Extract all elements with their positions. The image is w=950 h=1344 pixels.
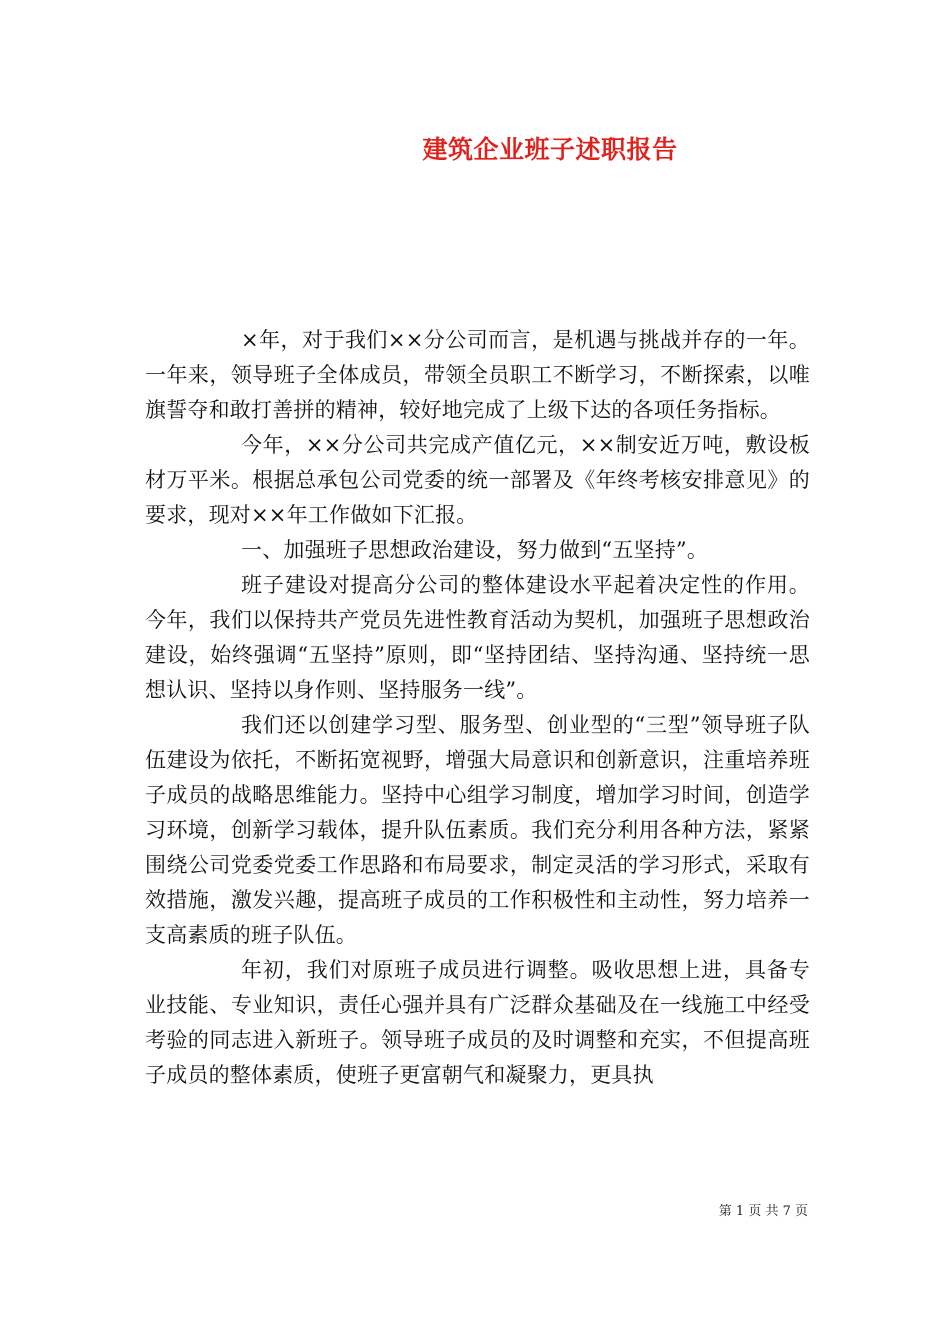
paragraph-5: 年初，我们对原班子成员进行调整。吸收思想上进，具备专业技能、专业知识，责任心强并具有广泛群众基础及在一线施工中经受考验的同志进入新班子。领导班子成员的及时调整和充实，不但提高班子成员的整体素质，使班子更富朝气和凝聚力，更具执 (145, 958, 810, 1087)
paragraph-4: 我们还以创建学习型、服务型、创业型的“三型”领导班子队伍建设为依托，不断拓宽视野，增强大局意识和创新意识，注重培养班子成员的战略思维能力。坚持中心组学习制度，增加学习时间，创造学习环境，创新学习载体，提升队伍素质。我们充分利用各种方法，紧紧围绕公司党委党委工作思路和布局要求，制定灵活的学习形式，采取有效措施，激发兴趣，提高班子成员的工作积极性和主动性，努力培养一支高素质的班子队伍。 (145, 713, 810, 947)
paragraph-3: 班子建设对提高分公司的整体建设水平起着决定性的作用。今年，我们以保持共产党员先进性教育活动为契机，加强班子思想政治建设，始终强调“五坚持”原则，即“坚持团结、坚持沟通、坚持统一思想认识、坚持以身作则、坚持服务一线”。 (145, 573, 810, 702)
page-footer: 第 1 页 共 7 页 (718, 1204, 808, 1219)
document-body (145, 323, 810, 1093)
paragraph-1: ×年，对于我们××分公司而言，是机遇与挑战并存的一年。一年来，领导班子全体成员，带领全员职工不断学习，不断探索，以唯旗誓夺和敢打善拼的精神，较好地完成了上级下达的各项任务指标。 (145, 328, 810, 422)
section-heading-1: 一、加强班子思想政治建设，努力做到“五坚持”。 (241, 538, 709, 562)
document-title: 建筑企业班子述职报告 (422, 135, 678, 164)
paragraph-2: 今年，××分公司共完成产值亿元，××制安近万吨，敷设板材万平米。根据总承包公司党委的统一部署及《年终考核安排意见》的要求，现对××年工作做如下汇报。 (145, 433, 810, 527)
